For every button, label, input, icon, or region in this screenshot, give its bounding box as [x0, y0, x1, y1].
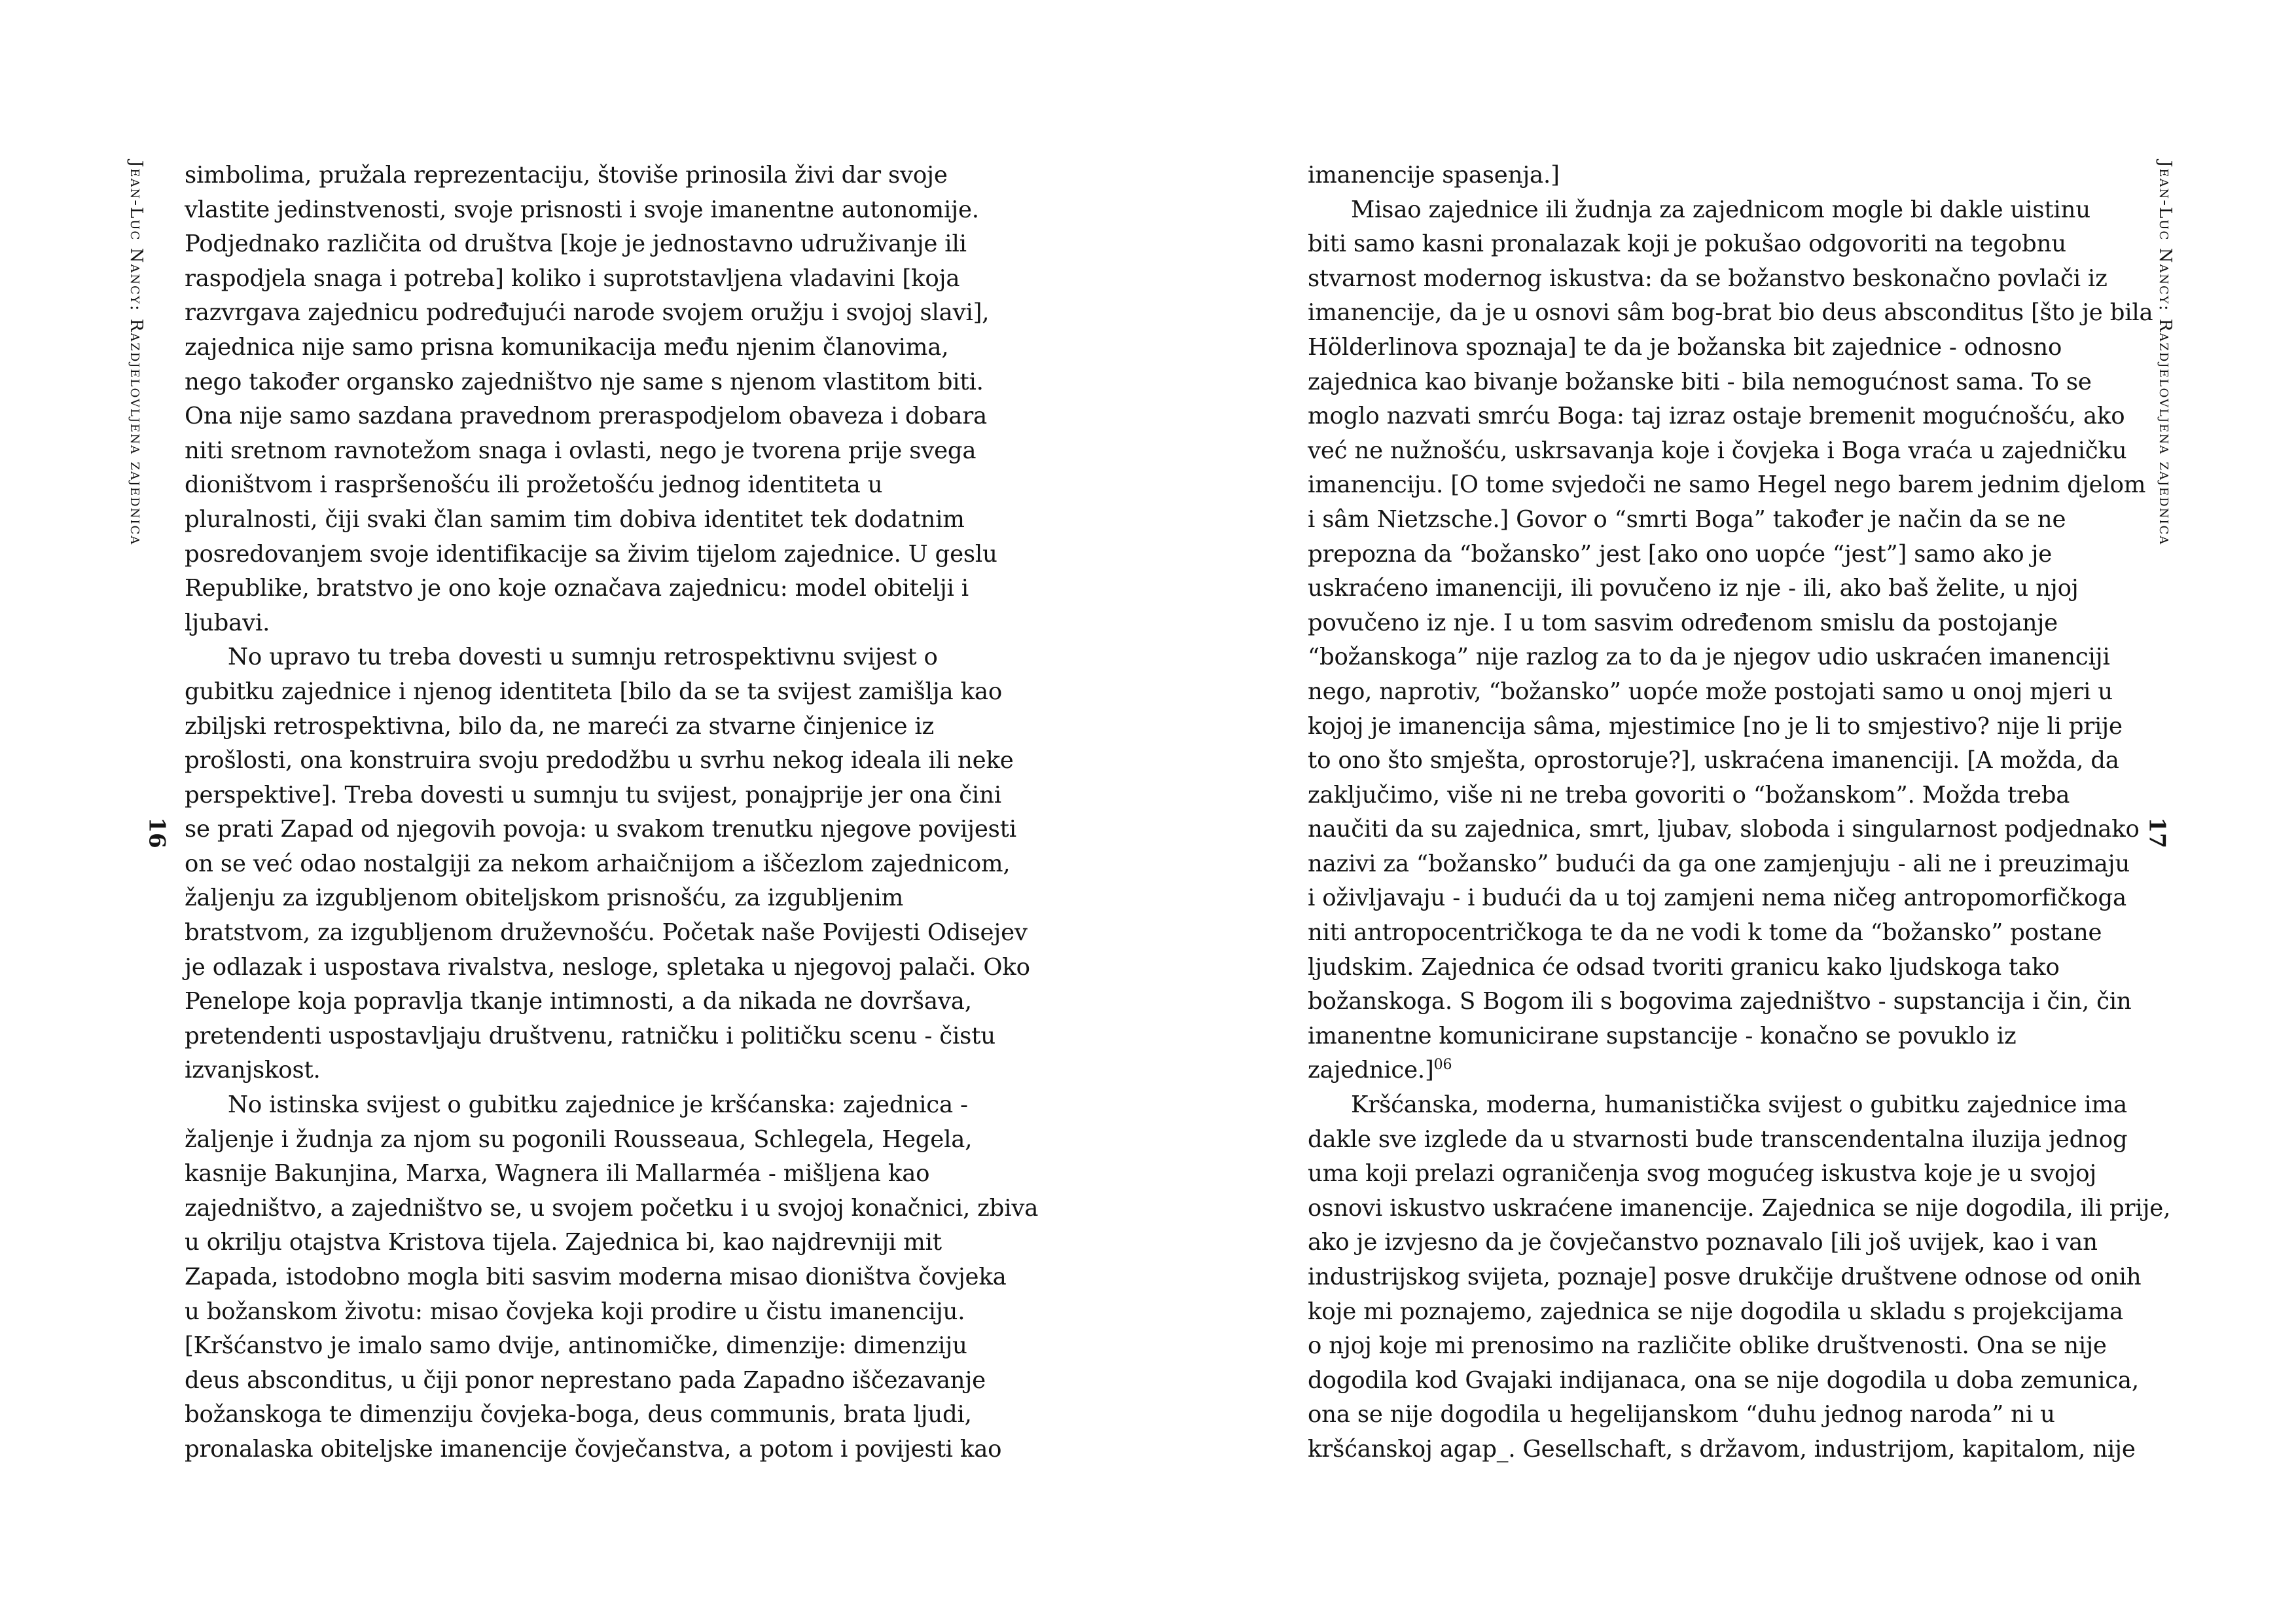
line-text: gubitku zajednice i njenog identiteta [bilo da se ta svijest zamišlja kao	[185, 678, 1003, 705]
line-text: naučiti da su zajednica, smrt, ljubav, sloboda i singularnost podjednako	[1308, 816, 2140, 843]
text-line	[185, 572, 999, 606]
line-text: prepozna da “božansko” jest [ako ono uopće “jest”] samo ako je	[1308, 540, 2053, 568]
line-text: imanentne komunicirane supstancije - konačno se povuklo iz	[1308, 1022, 2017, 1049]
line-text: raspodjela snaga i potreba] koliko i suprotstavljena vladavini [koja	[185, 264, 960, 292]
line-text: deus absconditus, u čiji ponor neprestano pada Zapadno iščezavanje	[185, 1366, 986, 1394]
text-line	[1308, 1192, 2171, 1226]
text-line	[1308, 434, 2127, 469]
line-text: kasnije Bakunjina, Marxa, Wagnera ili Mallarméa - mišljena kao	[185, 1160, 930, 1188]
text-line	[185, 985, 999, 1019]
line-text: u okrilju otajstva Kristova tijela. Zajednica bi, kao najdrevniji mit	[185, 1229, 942, 1256]
text-line	[1308, 1432, 2136, 1467]
line-text: je odlazak i uspostava rivalstva, nesloge, spletaka u njegovoj palači. Oko	[185, 953, 1030, 981]
text-line	[185, 1295, 999, 1330]
text-line	[185, 193, 999, 228]
text-line	[1308, 365, 2122, 400]
line-text: zajedništvo, a zajedništvo se, u svojem početku i u svojoj konačnici, zbiva	[185, 1194, 1039, 1222]
text-line	[1308, 778, 2122, 813]
text-line	[1308, 158, 2122, 193]
line-text: No upravo tu treba dovesti u sumnju retrospektivnu svijest o	[228, 644, 938, 671]
line-text: zajednica nije samo prisna komunikacija među njenim članovima,	[185, 333, 949, 361]
text-line	[185, 951, 1030, 985]
line-text: [Kršćanstvo je imalo samo dvije, antinomičke, dimenzije: dimenziju	[185, 1332, 967, 1360]
text-line	[185, 1364, 999, 1398]
left-page-text	[185, 158, 1039, 1467]
text-line	[185, 538, 999, 572]
text-line	[1308, 1053, 2122, 1088]
text-line	[1308, 812, 2140, 847]
line-text: imanencije, da je u osnovi sâm bog-brat bio deus absconditus [što je bila	[1308, 299, 2153, 327]
text-line	[1308, 296, 2153, 331]
line-text: se prati Zapad od njegovih povoja: u svakom trenutku njegove povijesti	[185, 816, 1016, 843]
text-line	[1308, 503, 2122, 538]
text-line	[1308, 951, 2122, 985]
page-number-left: 16	[143, 817, 170, 848]
line-text: niti sretnom ravnotežom snaga i ovlasti, nego je tvorena prije svega	[185, 437, 977, 464]
line-text: zaključimo, više ni ne treba govoriti o “božanskom”. Možda treba	[1308, 781, 2070, 809]
line-text: božanskoga te dimenziju čovjeka-boga, deus communis, brata ljudi,	[185, 1401, 972, 1429]
line-text: to ono što smješta, oprostoruje?], uskraćena imanenciji. [A možda, da	[1308, 747, 2119, 775]
line-text: perspektive]. Treba dovesti u sumnju tu svijest, ponajprije jer ona čini	[185, 781, 1001, 809]
footnote-marker[interactable]: 06	[1433, 1057, 1452, 1074]
line-text: ljudskim. Zajednica će odsad tvoriti granicu kako ljudskoga tako	[1308, 953, 2060, 981]
text-line	[185, 262, 999, 297]
text-line	[1308, 881, 2126, 916]
text-line	[185, 640, 999, 675]
text-line	[185, 1088, 999, 1123]
line-text: i oživljavaju - i budući da u toj zamjeni nema ničeg antropomorfičkoga	[1308, 884, 2126, 912]
line-text: uma koji prelazi ograničenja svog mogućeg iskustva koje je u svojoj	[1308, 1160, 2097, 1188]
line-text: kršćanskoj agap_. Gesellschaft, s državom, industrijom, kapitalom, nije	[1308, 1435, 2136, 1463]
text-line	[185, 434, 999, 469]
line-text: dakle sve izglede da u stvarnosti bude transcendentalna iluzija jednog	[1308, 1125, 2128, 1153]
text-line	[1308, 710, 2122, 744]
page-number-right: 17	[2144, 817, 2170, 848]
text-line	[1308, 1019, 2122, 1054]
text-line	[1308, 227, 2122, 262]
line-text: “božanskoga” nije razlog za to da je njegov udio uskraćen imanenciji	[1308, 644, 2110, 671]
text-line	[1308, 468, 2146, 503]
line-text: zajednica kao bivanje božanske biti - bila nemogućnost sama. To se	[1308, 368, 2092, 395]
line-text: osnovi iskustvo uskraćene imanencije. Zajednica se nije dogodila, ili prije,	[1308, 1194, 2171, 1222]
line-text: izvanjskost.	[185, 1057, 321, 1084]
line-text: Republike, bratstvo je ono koje označava zajednicu: model obitelji i	[185, 575, 969, 602]
text-line	[1308, 744, 2122, 778]
line-text: pluralnosti, čiji svaki član samim tim dobiva identitet tek dodatnim	[185, 505, 965, 533]
text-line	[1308, 985, 2132, 1019]
line-text: prošlosti, ona konstruira svoju predodžbu u svrhu nekog ideala ili neke	[185, 747, 1014, 775]
line-text: simbolima, pružala reprezentaciju, štoviše prinosila živi dar svoje	[185, 162, 948, 189]
line-text: razvrgava zajednicu podređujući narode svojem oružju i svojoj slavi],	[185, 299, 990, 327]
text-line	[185, 1260, 1007, 1295]
text-line	[185, 1123, 999, 1158]
line-text: moglo nazvati smrću Boga: taj izraz ostaje bremenit mogućnošću, ako	[1308, 403, 2125, 430]
line-text: bratstvom, za izgubljenom druževnošću. Početak naše Povijesti Odisejev	[185, 919, 1028, 947]
line-text: već ne nužnošću, uskrsavanja koje i čovjeka i Boga vraća u zajedničku	[1308, 437, 2127, 464]
text-line	[185, 365, 999, 400]
text-line	[185, 227, 999, 262]
text-line	[1308, 916, 2122, 951]
text-line	[185, 881, 999, 916]
line-text: stvarnost modernog iskustva: da se božanstvo beskonačno povlači iz	[1308, 264, 2108, 292]
text-line	[1308, 1226, 2122, 1260]
line-text: nego, naprotiv, “božansko” uopće može postojati samo u onoj mjeri u	[1308, 678, 2113, 705]
text-line	[1308, 399, 2125, 434]
text-line	[1308, 1260, 2142, 1295]
line-text: Zapada, istodobno mogla biti sasvim moderna misao dioništva čovjeka	[185, 1264, 1007, 1290]
text-line	[185, 812, 1016, 847]
line-text: niti antropocentričkoga te da ne vodi k tome da “božansko” postane	[1308, 919, 2102, 947]
line-text: nazivi za “božansko” budući da ga one zamjenjuju - ali ne i preuzimaju	[1308, 850, 2130, 877]
text-line	[185, 710, 999, 744]
text-line	[185, 296, 999, 331]
text-line	[185, 778, 999, 813]
line-text: dioništvom i raspršenošću ili prožetošću jednog identiteta u	[185, 471, 883, 499]
text-line	[185, 1398, 999, 1432]
text-line	[185, 1053, 999, 1088]
text-line	[1308, 1364, 2139, 1398]
text-line	[1308, 675, 2122, 710]
text-line	[1308, 1295, 2122, 1330]
text-line	[185, 1192, 1039, 1226]
text-line	[1308, 1329, 2122, 1364]
line-text: posredovanjem svoje identifikacije sa živim tijelom zajednice. U geslu	[185, 540, 997, 568]
text-line	[1308, 606, 2122, 641]
line-text: ako je izvjesno da je čovječanstvo poznavalo [ili još uvijek, kao i van	[1308, 1229, 2098, 1256]
line-text: uskraćeno imanenciji, ili povučeno iz nje - ili, ako baš želite, u njoj	[1308, 575, 2079, 602]
running-head-right: Jean-Luc Nancy: Razdjelovljena zajednica	[2155, 160, 2175, 546]
line-text: Misao zajednice ili žudnja za zajednicom mogle bi dakle uistinu	[1351, 196, 2090, 223]
running-head-left: Jean-Luc Nancy: Razdjelovljena zajednica	[126, 160, 146, 546]
line-text: Penelope koja popravlja tkanje intimnosti, a da nikada ne dovršava,	[185, 988, 972, 1015]
text-line	[1308, 331, 2122, 365]
text-line	[185, 1226, 999, 1260]
text-line	[185, 399, 999, 434]
line-text: imanencije spasenja.]	[1308, 162, 1560, 189]
line-text: koje mi poznajemo, zajednica se nije dogodila u skladu s projekcijama	[1308, 1298, 2123, 1325]
text-line	[185, 744, 1014, 778]
line-text: dogodila kod Gvajaki indijanaca, ona se nije dogodila u doba zemunica,	[1308, 1366, 2139, 1394]
text-line	[185, 468, 999, 503]
line-text: No istinska svijest o gubitku zajednice je kršćanska: zajednica -	[228, 1091, 968, 1119]
text-line	[1308, 538, 2122, 572]
line-text: pronalaska obiteljske imanencije čovječanstva, a potom i povijesti kao	[185, 1435, 1002, 1463]
text-line	[1308, 1123, 2128, 1158]
line-text: povučeno iz nje. I u tom sasvim određenom smislu da postojanje	[1308, 609, 2058, 636]
text-line	[185, 503, 999, 538]
line-text: žaljenju za izgubljenom obiteljskom prisnošću, za izgubljenim	[185, 884, 904, 912]
line-text: nego također organsko zajedništvo nje same s njenom vlastitom biti.	[185, 368, 984, 395]
text-line	[185, 916, 1028, 951]
line-text: Hölderlinova spoznaja] te da je božanska bit zajednice - odnosno	[1308, 333, 2062, 361]
text-line	[1308, 1088, 2127, 1123]
line-text: vlastite jedinstvenosti, svoje prisnosti i svoje imanentne autonomije.	[185, 196, 979, 223]
line-text: ljubavi.	[185, 609, 270, 636]
text-line	[185, 1019, 999, 1054]
text-line	[185, 331, 999, 365]
line-text: on se već odao nostalgiji za nekom arhaičnijom a iščezlom zajednicom,	[185, 850, 1011, 877]
line-text: žaljenje i žudnja za njom su pogonili Rousseaua, Schlegela, Hegela,	[185, 1125, 973, 1153]
text-line	[1308, 193, 2122, 228]
line-text: i sâm Nietzsche.] Govor o “smrti Boga” također je način da se ne	[1308, 505, 2066, 533]
text-line	[1308, 1157, 2122, 1192]
text-line	[185, 847, 1011, 882]
text-line	[1308, 640, 2122, 675]
text-line	[185, 675, 1003, 710]
line-text: zbiljski retrospektivna, bilo da, ne mareći za stvarne činjenice iz	[185, 712, 935, 740]
line-text: ona se nije dogodila u hegelijanskom “duhu jednog naroda” ni u	[1308, 1401, 2055, 1429]
text-line	[185, 1157, 999, 1192]
line-text: imanenciju. [O tome svjedoči ne samo Hegel nego barem jednim djelom	[1308, 471, 2146, 499]
text-line	[185, 158, 999, 193]
line-text: pretendenti uspostavljaju društvenu, ratničku i političku scenu - čistu	[185, 1022, 996, 1049]
line-text: božanskoga. S Bogom ili s bogovima zajedništvo - supstancija i čin, čin	[1308, 988, 2132, 1015]
line-text: Kršćanska, moderna, humanistička svijest o gubitku zajednice ima	[1351, 1091, 2127, 1119]
text-line	[1308, 572, 2122, 606]
text-line	[1308, 847, 2130, 882]
text-line	[185, 1432, 1002, 1467]
line-text: industrijskog svijeta, poznaje] posve drukčije društvene odnose od onih	[1308, 1264, 2142, 1290]
line-text: Ona nije samo sazdana pravednom preraspodjelom obaveza i dobara	[185, 403, 987, 430]
line-text: o njoj koje mi prenosimo na različite oblike društvenosti. Ona se nije	[1308, 1332, 2107, 1360]
line-text: Podjednako različita od društva [koje je jednostavno udruživanje ili	[185, 230, 967, 258]
line-text: biti samo kasni pronalazak koji je pokušao odgovoriti na tegobnu	[1308, 230, 2066, 258]
line-text: u božanskom životu: misao čovjeka koji prodire u čistu imanenciju.	[185, 1298, 965, 1325]
text-line	[185, 606, 999, 641]
text-line	[1308, 262, 2122, 297]
text-line	[1308, 1398, 2122, 1432]
line-text: kojoj je imanencija sâma, mjestimice [no je li to smjestivo? nije li prije	[1308, 712, 2123, 740]
line-text: zajednice.]	[1308, 1057, 1434, 1084]
text-line	[185, 1329, 999, 1364]
